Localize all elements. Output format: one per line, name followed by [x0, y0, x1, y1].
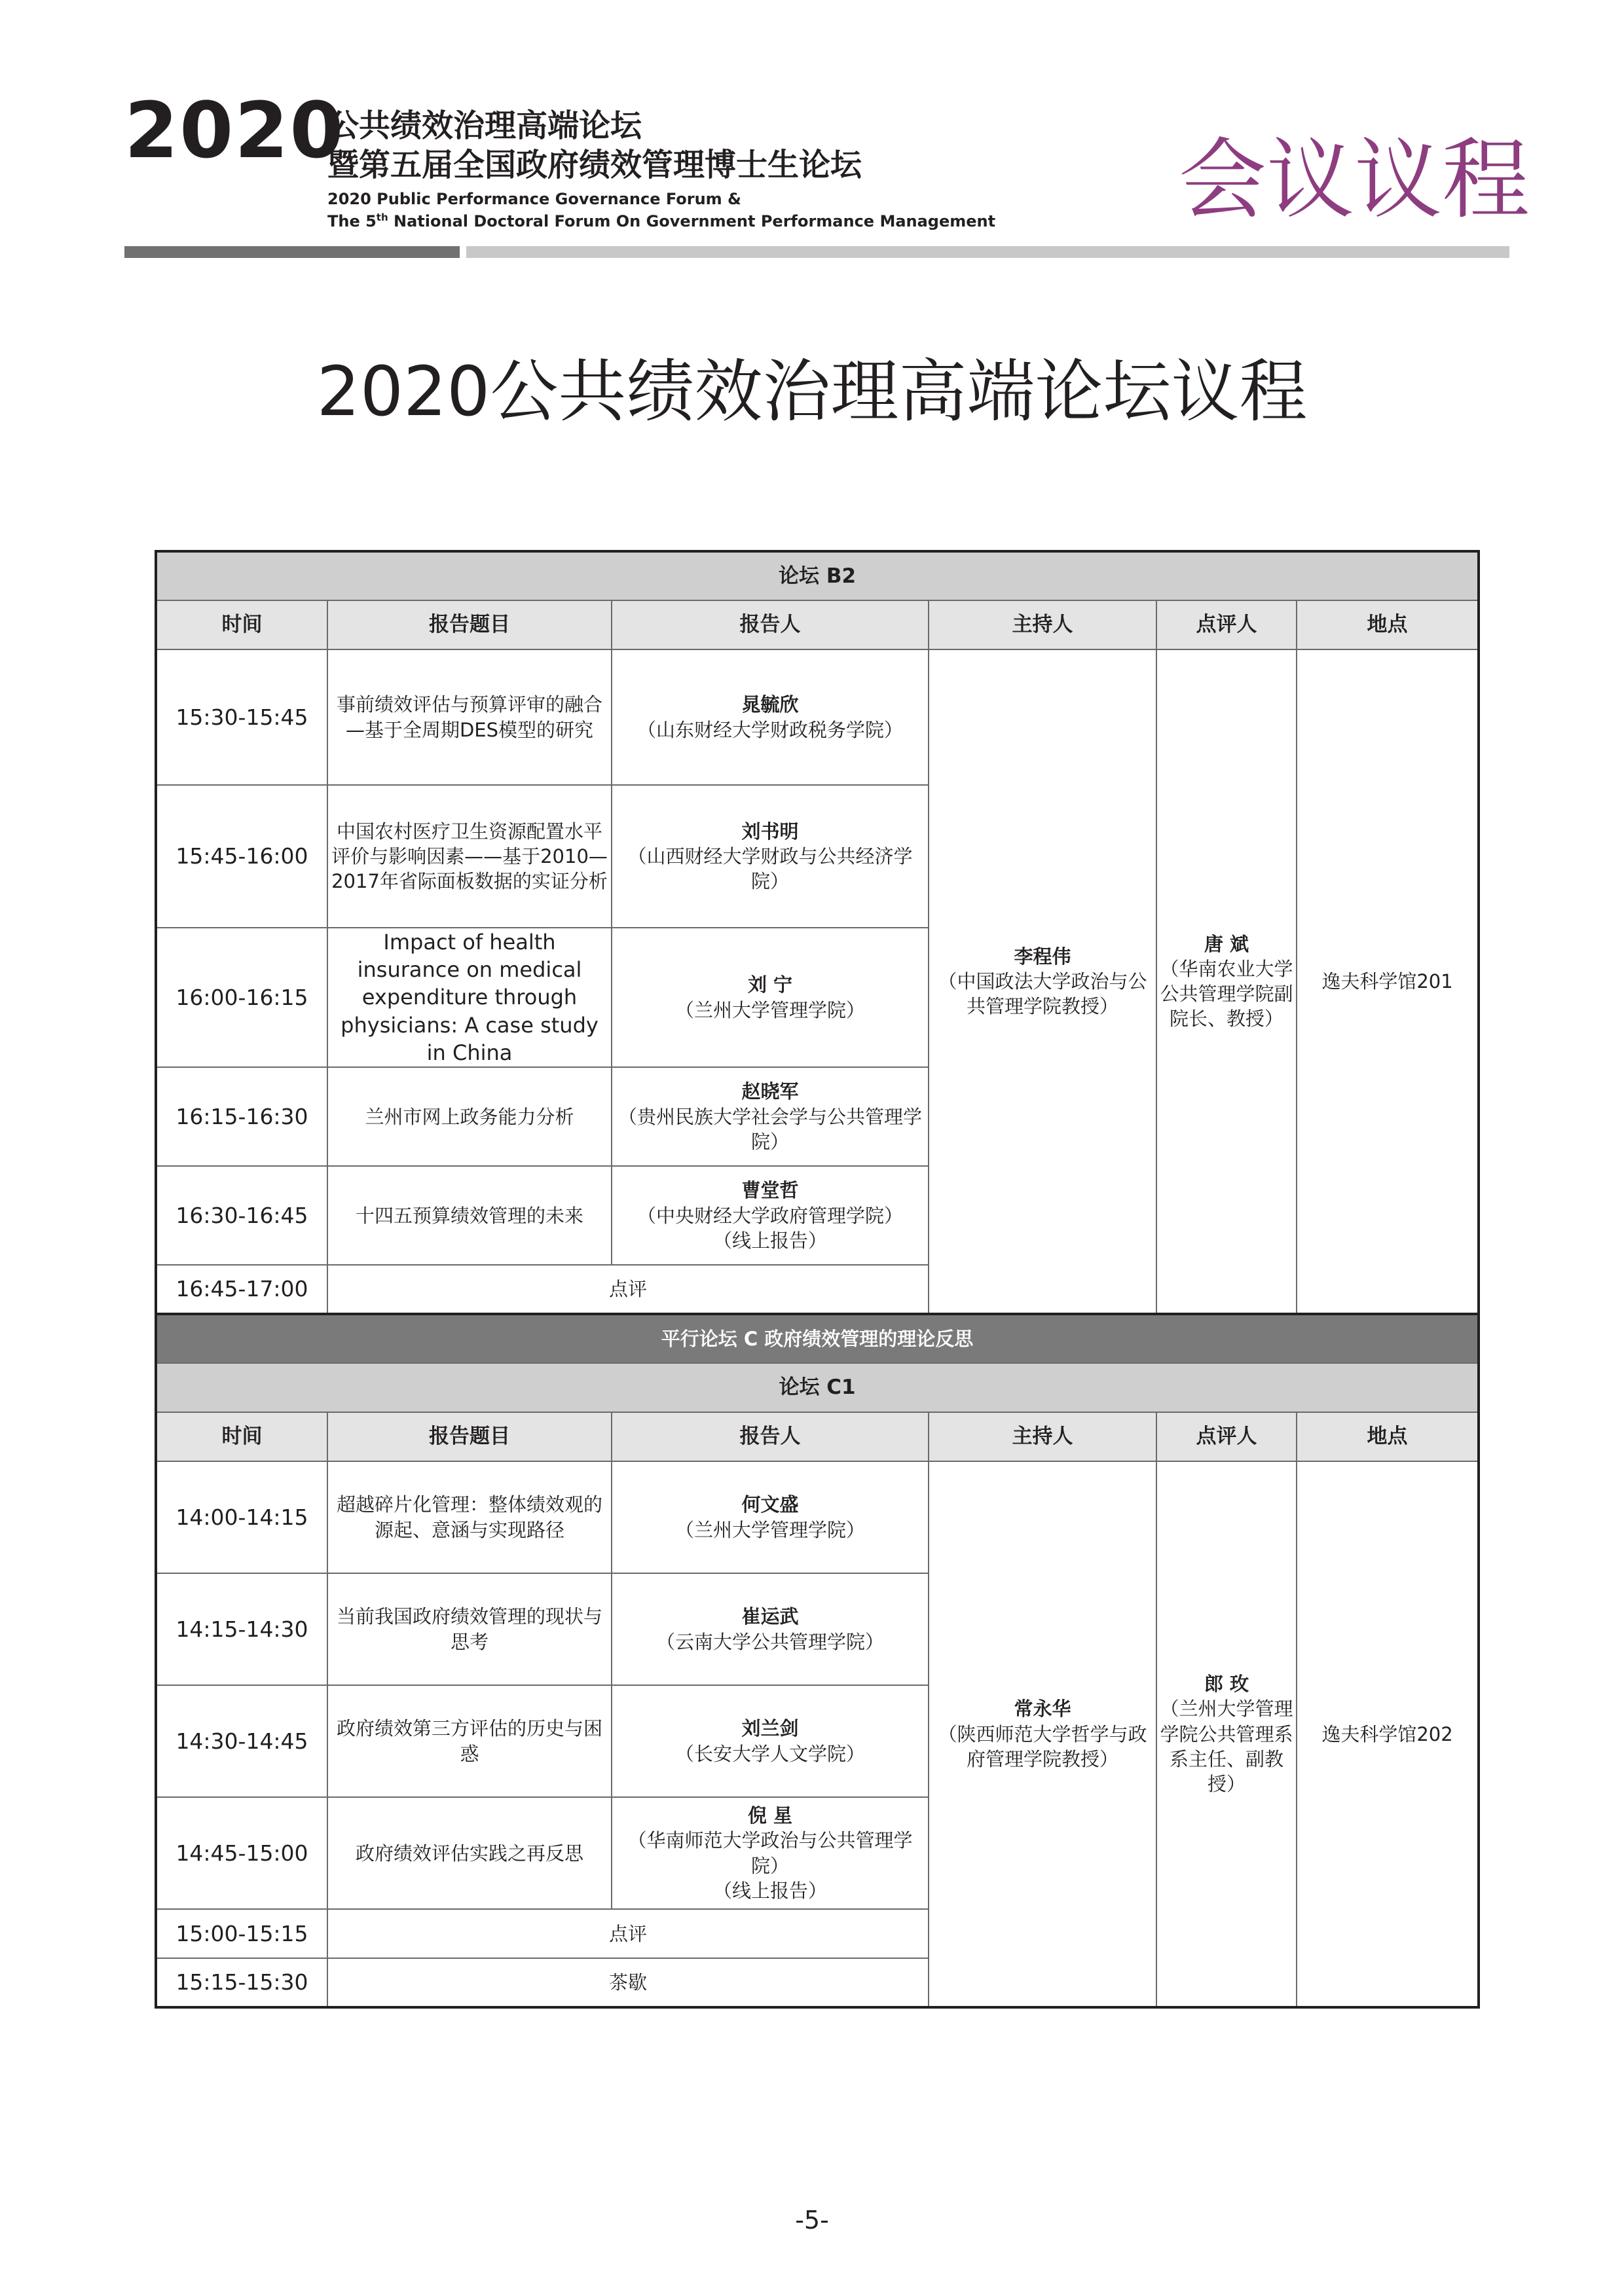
- speaker-name: 倪 星: [747, 1804, 793, 1827]
- speaker-affiliation: （山西财经大学财政与公共经济学院）: [627, 845, 913, 893]
- speaker-name: 曹堂哲: [741, 1179, 799, 1202]
- row-title: 兰州市网上政务能力分析: [327, 1067, 612, 1166]
- row-title: 政府绩效第三方评估的历史与困惑: [327, 1685, 612, 1797]
- speaker-online-note: （线上报告）: [712, 1229, 827, 1252]
- row-time: 15:15-15:30: [156, 1958, 327, 2007]
- speaker-affiliation: （山东财经大学财政税务学院）: [637, 718, 903, 741]
- speaker-affiliation: （华南师范大学政治与公共管理学院）: [627, 1829, 913, 1877]
- page-number: -5-: [795, 2206, 829, 2234]
- row-time: 14:30-14:45: [156, 1685, 327, 1797]
- row-title: Impact of health insurance on medical expenditure through physicians: A case study in China: [327, 928, 612, 1067]
- col-reviewer-header: 点评人: [1156, 1412, 1297, 1461]
- row-speaker-cell: [612, 1166, 929, 1265]
- forum-c1-banner-row: [156, 1363, 1479, 1412]
- header-en-line2-sup: th: [376, 211, 388, 223]
- header-rule-light: [466, 246, 1509, 258]
- row-speaker-cell: [612, 649, 929, 785]
- row-title: 当前我国政府绩效管理的现状与思考: [327, 1573, 612, 1685]
- col-time-header: 时间: [156, 1412, 327, 1461]
- speaker-name: 赵晓军: [741, 1080, 799, 1103]
- row-title: 十四五预算绩效管理的未来: [327, 1166, 612, 1265]
- header-title-cn-line2: 暨第五届全国政府绩效管理博士生论坛: [327, 147, 862, 183]
- row-time: 14:00-14:15: [156, 1461, 327, 1573]
- row-time: 16:30-16:45: [156, 1166, 327, 1265]
- col-reviewer-header: 点评人: [1156, 600, 1297, 649]
- forum-c1-banner: 论坛 C1: [156, 1363, 1479, 1412]
- row-speaker-cell: [612, 928, 929, 1067]
- speaker-affiliation: （云南大学公共管理学院）: [655, 1630, 884, 1653]
- forum-b2-banner-row: [156, 551, 1479, 600]
- forum-b2-banner: 论坛 B2: [156, 551, 1479, 600]
- forum-c1-reviewer-cell: [1156, 1461, 1297, 2007]
- speaker-name: 晁毓欣: [741, 693, 799, 716]
- forum-b2-host-cell: [929, 649, 1156, 1314]
- col-speaker-header: 报告人: [612, 1412, 929, 1461]
- speaker-name: 刘兰剑: [741, 1717, 799, 1740]
- speaker-name: 刘书明: [741, 820, 799, 843]
- page-header: [0, 0, 1624, 275]
- row-title: 政府绩效评估实践之再反思: [327, 1797, 612, 1909]
- reviewer-affiliation: （兰州大学管理学院公共管理系系主任、副教授）: [1160, 1698, 1293, 1796]
- forum-c1-location: 逸夫科学馆202: [1297, 1461, 1479, 2007]
- speaker-affiliation: （贵州民族大学社会学与公共管理学院）: [618, 1105, 922, 1153]
- row-time: 16:15-16:30: [156, 1067, 327, 1166]
- forum-b2-column-header: [156, 600, 1479, 649]
- section-c-banner: 平行论坛 C 政府绩效管理的理论反思: [156, 1314, 1479, 1363]
- col-location-header: 地点: [1297, 1412, 1479, 1461]
- reviewer-affiliation: （华南农业大学公共管理学院副院长、教授）: [1160, 957, 1293, 1030]
- agenda-table: [155, 550, 1480, 2009]
- col-location-header: 地点: [1297, 600, 1479, 649]
- host-affiliation: （中国政法大学政治与公共管理学院教授）: [938, 970, 1147, 1018]
- row-speaker-cell: [612, 1573, 929, 1685]
- speaker-affiliation: （中央财经大学政府管理学院）: [637, 1204, 903, 1227]
- row-time: 16:45-17:00: [156, 1265, 327, 1314]
- speaker-name: 刘 宁: [747, 974, 793, 996]
- table-row: [156, 649, 1479, 785]
- row-time: 16:00-16:15: [156, 928, 327, 1067]
- section-label: 会议议程: [1179, 129, 1530, 231]
- header-title-cn-line1: 公共绩效治理高端论坛: [327, 107, 642, 144]
- header-rule-dark: [124, 246, 460, 258]
- break-label: 茶歇: [327, 1958, 929, 2007]
- host-name: 常永华: [1014, 1698, 1071, 1721]
- row-time: 15:45-16:00: [156, 785, 327, 928]
- header-en-line2-post: National Doctoral Forum On Government Performance Management: [388, 212, 996, 230]
- page-title: 2020公共绩效治理高端论坛议程: [316, 352, 1308, 431]
- forum-b2-reviewer-cell: [1156, 649, 1297, 1314]
- reviewer-name: 唐 斌: [1204, 932, 1249, 955]
- speaker-affiliation: （长安大学人文学院）: [674, 1742, 865, 1765]
- col-speaker-header: 报告人: [612, 600, 929, 649]
- row-title: 中国农村医疗卫生资源配置水平评价与影响因素——基于2010—2017年省际面板数据的实证分析: [327, 785, 612, 928]
- row-title: 超越碎片化管理：整体绩效观的源起、意涵与实现路径: [327, 1461, 612, 1573]
- col-time-header: 时间: [156, 600, 327, 649]
- host-affiliation: （陕西师范大学哲学与政府管理学院教授）: [938, 1722, 1147, 1770]
- forum-c1-host-cell: [929, 1461, 1156, 2007]
- row-speaker-cell: [612, 1461, 929, 1573]
- row-title: 事前绩效评估与预算评审的融合—基于全周期DES模型的研究: [327, 649, 612, 785]
- row-time: 14:15-14:30: [156, 1573, 327, 1685]
- row-time: 15:00-15:15: [156, 1909, 327, 1958]
- reviewer-name: 郎 玫: [1204, 1673, 1249, 1695]
- speaker-online-note: （线上报告）: [712, 1879, 827, 1902]
- host-name: 李程伟: [1014, 945, 1071, 968]
- review-label: 点评: [327, 1265, 929, 1314]
- row-time: 14:45-15:00: [156, 1797, 327, 1909]
- forum-c1-column-header: [156, 1412, 1479, 1461]
- speaker-name: 何文盛: [741, 1493, 799, 1516]
- speaker-affiliation: （兰州大学管理学院）: [674, 1518, 865, 1541]
- row-speaker-cell: [612, 1067, 929, 1166]
- row-time: 15:30-15:45: [156, 649, 327, 785]
- speaker-affiliation: （兰州大学管理学院）: [674, 998, 865, 1021]
- col-host-header: 主持人: [929, 600, 1156, 649]
- header-title-en-line1: 2020 Public Performance Governance Forum &: [327, 190, 741, 208]
- forum-b2-location: 逸夫科学馆201: [1297, 649, 1479, 1314]
- section-c-banner-row: [156, 1314, 1479, 1363]
- row-speaker-cell: [612, 785, 929, 928]
- review-label: 点评: [327, 1909, 929, 1958]
- header-title-en-line2: [327, 213, 995, 229]
- row-speaker-cell: [612, 1685, 929, 1797]
- table-row: [156, 1461, 1479, 1573]
- header-en-line2-pre: The 5: [327, 212, 377, 230]
- row-speaker-cell: [612, 1797, 929, 1909]
- header-year: 2020: [124, 85, 345, 175]
- col-title-header: 报告题目: [327, 600, 612, 649]
- col-title-header: 报告题目: [327, 1412, 612, 1461]
- col-host-header: 主持人: [929, 1412, 1156, 1461]
- speaker-name: 崔运武: [741, 1605, 799, 1628]
